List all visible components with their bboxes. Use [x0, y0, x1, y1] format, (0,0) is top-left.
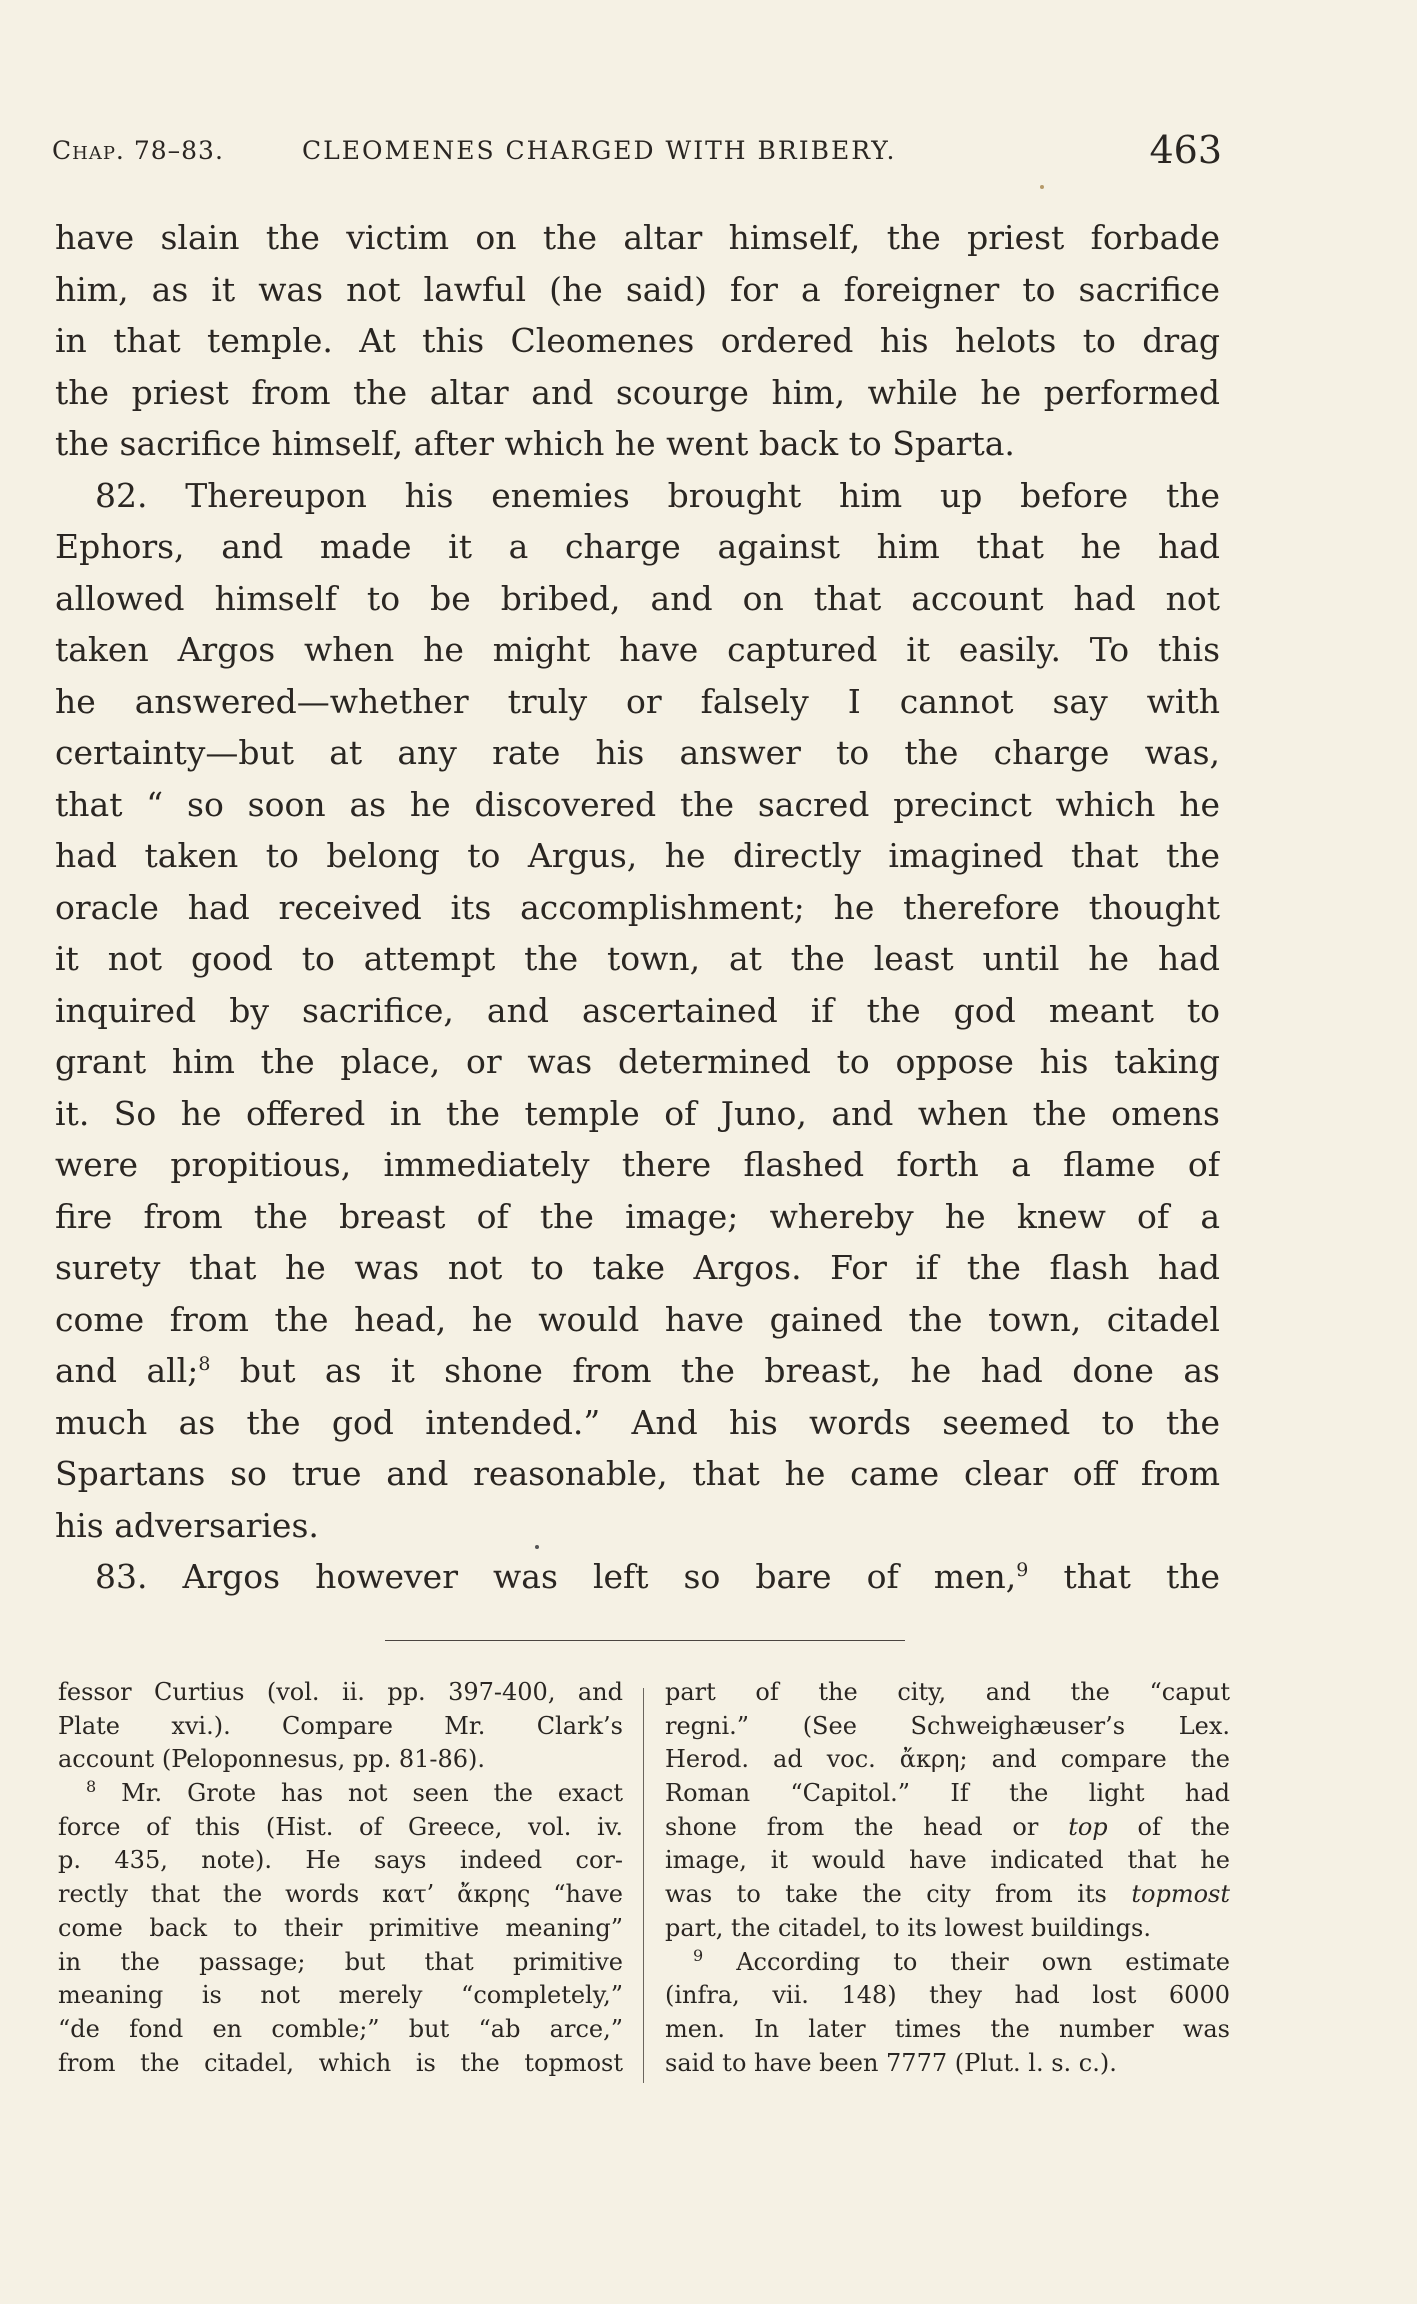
text-fragment: of the [1137, 1812, 1230, 1841]
footnote-line: “de fond en comble;” but “ab arce,” [58, 2014, 623, 2043]
footnote-line: image, it would have indicated that he [665, 1846, 1230, 1875]
text-line: certainty—but at any rate his answer to the charge was, [55, 733, 1220, 772]
main-text [55, 212, 1220, 1603]
footnote-line: from the citadel, which is the topmost [58, 2048, 623, 2077]
footnote-line: account (Peloponnesus, pp. 81-86). [58, 1745, 486, 1774]
footnote-number-9: 9 [693, 1945, 704, 1965]
text-fragment: that the [1063, 1557, 1220, 1596]
footnote-line [665, 1878, 1230, 1912]
running-header [52, 128, 1222, 188]
footnote-line: meaning is not merely “completely,” [58, 1981, 623, 2010]
footnote-line [665, 1811, 1230, 1845]
paragraph-82-start: 82. Thereupon his enemies brought him up before the [95, 475, 1220, 515]
footnote-line: in the passage; but that primitive [58, 1947, 623, 1976]
footnote-line: Roman “Capitol.” If the light had [665, 1779, 1230, 1808]
footnote-line: p. 435, note). He says indeed cor- [58, 1846, 623, 1875]
footnote-line: Plate xvi.). Compare Mr. Clark’s [58, 1711, 623, 1740]
text-fragment: shone from the head or [665, 1812, 1039, 1841]
text-fragment: Mr. Grote has not seen the exact [121, 1779, 623, 1808]
footnote-line: said to have been 7777 (Plut. l. s. c.). [665, 2048, 1117, 2077]
footnote-mark-9: 9 [1016, 1559, 1029, 1581]
text-fragment: According to their own estimate [736, 1947, 1230, 1976]
footnote-line: Herod. ad voc. ἄκρη; and compare the [665, 1745, 1230, 1774]
text-line: have slain the victim on the altar himself, the priest forbade [55, 218, 1220, 257]
footnote-8-start [58, 1777, 623, 1811]
footnote-mark-8: 8 [198, 1353, 211, 1375]
text-line: the priest from the altar and scourge him, while he performed [55, 372, 1220, 412]
text-line: the sacrifice himself, after which he went back to Sparta. [55, 424, 1015, 463]
footnote-line: part, the citadel, to its lowest buildings. [665, 1913, 1151, 1942]
text-line: his adversaries. [55, 1505, 319, 1545]
footnote-9-start [665, 1946, 1230, 1980]
italic-word: top [1068, 1812, 1108, 1841]
footnote-column-divider [643, 1688, 644, 2083]
text-line: come from the head, he would have gained the town, citadel [55, 1299, 1220, 1339]
text-line: taken Argos when he might have captured it easily. To this [55, 630, 1220, 669]
text-line: had taken to belong to Argus, he directly imagined that the [55, 836, 1220, 875]
text-line: he answered—whether truly or falsely I cannot say with [55, 681, 1220, 721]
chapter-reference: Chap. 78–83. [52, 136, 224, 165]
text-line: inquired by sacrifice, and ascertained if the god meant to [55, 990, 1220, 1030]
footnote-line: rectly that the words κατ’ ἄκρης “have [58, 1880, 623, 1909]
text-line: him, as it was not lawful (he said) for a foreigner to sacrifice [55, 269, 1220, 309]
text-line: Spartans so true and reasonable, that he came clear off from [55, 1454, 1220, 1493]
text-line: allowed himself to be bribed, and on that account had not [55, 578, 1220, 618]
footnotes-left-column [58, 1676, 623, 2080]
text-line: it not good to attempt the town, at the least until he had [55, 939, 1220, 978]
footnote-line: force of this (Hist. of Greece, vol. iv. [58, 1812, 623, 1841]
italic-word: topmost [1131, 1880, 1230, 1909]
text-line: much as the god intended.” And his words seemed to the [55, 1402, 1220, 1442]
paragraph-83-start [55, 1551, 1220, 1603]
text-fragment: was to take the city from its [665, 1880, 1107, 1909]
footnote-line: regni.” (See Schweighæuser’s Lex. [665, 1711, 1230, 1740]
footnote-number-8: 8 [86, 1777, 97, 1797]
text-line: were propitious, immediately there flashed forth a flame of [55, 1145, 1220, 1184]
text-line: it. So he offered in the temple of Juno, and when the omens [55, 1093, 1220, 1133]
text-line [55, 1345, 1220, 1397]
text-line: in that temple. At this Cleomenes ordered his helots to drag [55, 321, 1220, 360]
footnote-line: fessor Curtius (vol. ii. pp. 397-400, and [58, 1678, 623, 1706]
footnote-line: men. In later times the number was [665, 2014, 1230, 2043]
text-fragment: but as it shone from the breast, he had done as [239, 1351, 1220, 1390]
footnote-line: (infra, vii. 148) they had lost 6000 [665, 1981, 1230, 2010]
text-fragment: and all; [55, 1351, 199, 1390]
text-fragment: 83. Argos however was left so bare of men, [95, 1557, 1017, 1596]
text-line: that “ so soon as he discovered the sacred precinct which he [55, 784, 1220, 824]
footnote-separator [385, 1640, 905, 1641]
footnote-line: come back to their primitive meaning” [58, 1913, 623, 1942]
text-line: grant him the place, or was determined to oppose his taking [55, 1042, 1220, 1081]
footnotes-right-column [665, 1676, 1230, 2080]
footnote-line: part of the city, and the “caput [665, 1678, 1230, 1706]
text-line: Ephors, and made it a charge against him that he had [55, 527, 1220, 566]
page-number: 463 [1149, 128, 1222, 172]
text-line: surety that he was not to take Argos. For if the flash had [55, 1248, 1220, 1287]
paper-speck [1040, 185, 1044, 189]
text-line: fire from the breast of the image; whereby he knew of a [55, 1196, 1220, 1236]
text-line: oracle had received its accomplishment; he therefore thought [55, 887, 1220, 927]
running-title: CLEOMENES CHARGED WITH BRIBERY. [302, 136, 897, 165]
